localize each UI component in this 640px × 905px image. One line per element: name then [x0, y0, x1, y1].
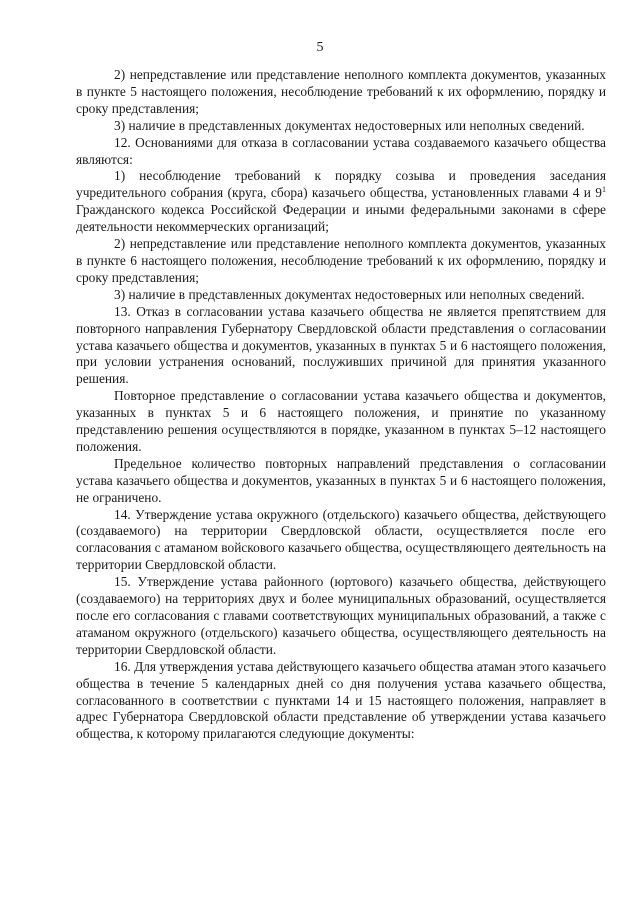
paragraph-12-2: 2) непредставление или представление неполного комплекта документов, указанных в пункте 6 настоящего положения, несоблюдение требований к их оформлению, порядку и сроку представления;	[76, 236, 606, 285]
paragraph-12-3: 3) наличие в представленных документах недостоверных или неполных сведений.	[114, 286, 585, 302]
superscript: 1	[602, 185, 606, 195]
paragraph-15: 15. Утверждение устава районного (юртового) казачьего общества, действующего (создаваемого) на территориях двух и более муниципальных образований, осуществляется после его согласования с главами соответствующих муниципальных образований, а также с атаманом окружного (отдельского) казачьего общества, осуществляющего деятельность на территории Свердловской области.	[76, 574, 606, 657]
page-number: 5	[316, 40, 324, 55]
paragraph-13-repeat: Повторное представление о согласовании устава казачьего общества и документов, указанных в пунктах 5 и 6 настоящего положения, и принятие по указанному представлению решения осуществляются в порядке, указанном в пунктах 5–12 настоящего положения.	[76, 388, 606, 454]
paragraph-11-3: 3) наличие в представленных документах недостоверных или неполных сведений.	[114, 117, 585, 133]
paragraph-12: 12. Основаниями для отказа в согласовании устава создаваемого казачьего общества являются:	[76, 134, 606, 167]
paragraph-12-1	[76, 168, 606, 236]
paragraph-11-2: 2) непредставление или представление неполного комплекта документов, указанных в пункте 5 настоящего положения, несоблюдение требований к их оформлению, порядку и сроку представления;	[76, 67, 606, 116]
paragraph-12-1-text-cont: Гражданского кодекса Российской Федерации и иными федеральными законами в сфере деятельности некоммерческих организаций;	[76, 202, 606, 235]
paragraph-14: 14. Утверждение устава окружного (отдельского) казачьего общества, действующего (создаваемого) на территории Свердловской области, осуществляется после его согласования с атаманом войскового казачьего общества, осуществляющего деятельность на территории Свердловской области.	[76, 506, 606, 573]
paragraph-13-limit: Предельное количество повторных направлений представления о согласовании устава казачьего общества и документов, указанных в пунктах 5 и 6 настоящего положения, не ограничено.	[76, 455, 606, 505]
document-body	[76, 67, 606, 743]
paragraph-12-1-text: 1) несоблюдение требований к порядку созыва и проведения заседания учредительного собрания (круга, сбора) казачьего общества, установленных главами 4 и 9	[76, 168, 606, 201]
paragraph-13: 13. Отказ в согласовании устава казачьего общества не является препятствием для повторного направления Губернатору Свердловской области представления о согласовании устава казачьего общества и документов, указанных в пунктах 5 и 6 настоящего положения, при условии устранения оснований, послуживших причиной для принятия указанного решения.	[76, 303, 606, 387]
paragraph-16: 16. Для утверждения устава действующего казачьего общества атаман этого казачьего общества в течение 5 календарных дней со дня получения устава казачьего общества, согласованного в соответствии с пунктами 14 и 15 настоящего положения, направляет в адрес Губернатора Свердловской области представление об утверждении устава казачьего общества, к которому прилагаются следующие документы:	[76, 658, 607, 742]
